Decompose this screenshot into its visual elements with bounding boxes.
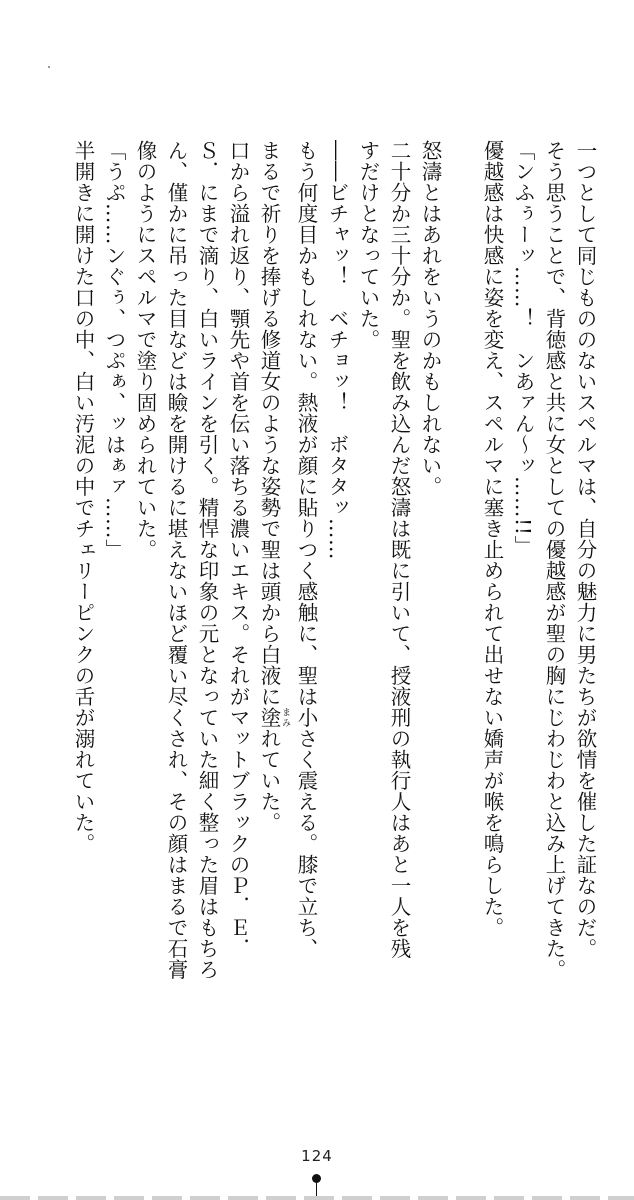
blank-line <box>445 140 476 1040</box>
text-line: 一つとして同じもののないスペルマは、自分の魅力に男たちが欲情を催した証なのだ。 <box>573 140 597 959</box>
ruby-base: 塗 <box>257 707 281 728</box>
text-line: 口から溢れ返り、顎先や首を伝い落ちる濃いエキス。それがマットブラックのＰ．Ｅ． <box>226 140 250 959</box>
dialogue-line: 「うぷ……ンぐぅ、つぷぁ、ッはぁァ……」 <box>102 140 126 560</box>
page-bottom-edge <box>0 1196 634 1200</box>
text-line: ん、僅かに吊った目などは瞼を開けるに堪えないほど覆い尽くされ、その顔はまるで石膏 <box>164 140 188 980</box>
text-line: もう何度目かもしれない。熱液が顔に貼りつく感触に、聖は小さく震える。膝で立ち、 <box>294 140 318 959</box>
text-line: Ｓ．にまで滴り、白いラインを引く。精悍な印象の元となっていた細く整った眉はもちろ <box>195 140 219 980</box>
body-text <box>40 140 600 1040</box>
ruby-line-before: まるで祈りを捧げる修道女のような姿勢で聖は頭から白液に <box>257 140 281 707</box>
page-number: 124 <box>301 1147 333 1165</box>
text-line-with-ruby <box>253 140 290 1040</box>
text-line: 半開きに開けた口の中、白い汚泥の中でチェリーピンクの舌が溺れていた。 <box>71 140 95 854</box>
text-line: 像のようにスペルマで塗り固められていた。 <box>133 140 157 560</box>
ruby-reading: まみ <box>280 707 290 728</box>
dialogue-line: 「ンふぅーッ……！ ンあァん～ッ……!!」 <box>511 140 535 557</box>
scan-speck <box>48 66 50 68</box>
text-line: 怒濤とはあれをいうのかもしれない。 <box>418 140 442 497</box>
ruby-word <box>257 707 290 728</box>
text-line: すだけとなっていた。 <box>356 140 380 350</box>
text-line: 優越感は快感に姿を変え、スペルマに塞き止められて出せない嬌声が喉を鳴らした。 <box>480 140 504 938</box>
ruby-line-after: れていた。 <box>257 728 281 833</box>
text-line: 二十分か三十分か。聖を飲み込んだ怒濤は既に引いて、授液刑の執行人はあと一人を残 <box>387 140 411 959</box>
sound-effect-line: ――ビチャッ！ ベチョッ！ ボタタッ…… <box>325 140 349 560</box>
text-line: そう思うことで、背徳感と共に女としての優越感が聖の胸にじわじわと込み上げてきた。 <box>542 140 566 980</box>
